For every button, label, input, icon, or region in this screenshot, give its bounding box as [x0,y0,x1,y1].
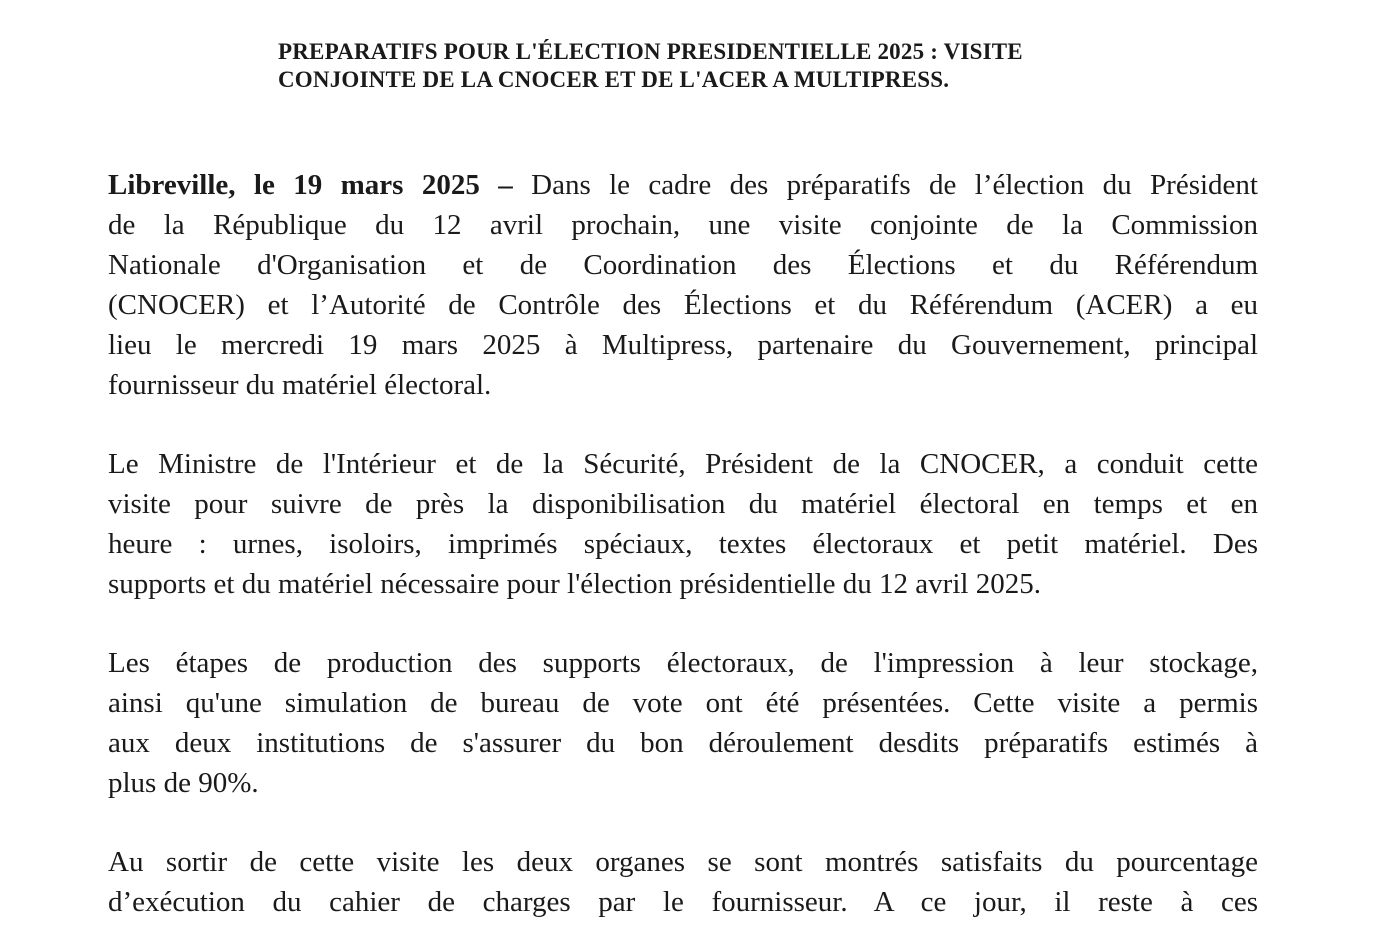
dateline: Libreville, le 19 mars 2025 – [108,169,513,201]
paragraph-intro-line-2: de la République du 12 avril prochain, une visite conjointe de la Commission [108,209,1258,241]
paragraph-minister-visit [108,444,1258,604]
paragraph-intro-line-5: lieu le mercredi 19 mars 2025 à Multipress, partenaire du Gouvernement, principal [108,329,1258,361]
paragraph-minister-line-4: supports et du matériel nécessaire pour l'élection présidentielle du 12 avril 2025. [108,568,1041,600]
paragraph-conclusion-line-2: d’exécution du cahier de charges par le fournisseur. A ce jour, il reste à ces [108,886,1258,918]
paragraph-minister-line-3: heure : urnes, isoloirs, imprimés spéciaux, textes électoraux et petit matériel. Des [108,528,1258,560]
paragraph-intro-line-6: fournisseur du matériel électoral. [108,369,492,401]
intro-line-1-text: Dans le cadre des préparatifs de l’élection du Président [512,169,1258,201]
document-title [278,38,1198,94]
paragraph-production-line-3: aux deux institutions de s'assurer du bon déroulement desdits préparatifs estimés à [108,727,1258,759]
title-line-2: CONJOINTE DE LA CNOCER ET DE L'ACER A MULTIPRESS. [278,67,950,92]
paragraph-production-line-1: Les étapes de production des supports électoraux, de l'impression à leur stockage, [108,647,1258,679]
paragraph-intro-line-4: (CNOCER) et l’Autorité de Contrôle des Élections et du Référendum (ACER) a eu [108,289,1258,321]
paragraph-production-line-2: ainsi qu'une simulation de bureau de vote ont été présentées. Cette visite a permis [108,687,1258,719]
paragraph-conclusion-line-1: Au sortir de cette visite les deux organes se sont montrés satisfaits du pourcentage [108,846,1258,878]
paragraph-production-steps [108,643,1258,803]
paragraph-minister-line-1: Le Ministre de l'Intérieur et de la Sécurité, Président de la CNOCER, a conduit cette [108,448,1258,480]
paragraph-intro-line-1 [108,165,1258,205]
paragraph-intro-line-3: Nationale d'Organisation et de Coordination des Élections et du Référendum [108,249,1258,281]
paragraph-production-line-4: plus de 90%. [108,767,259,799]
paragraph-intro [108,165,1258,405]
paragraph-minister-line-2: visite pour suivre de près la disponibilisation du matériel électoral en temps et en [108,488,1258,520]
title-line-1: PREPARATIFS POUR L'ÉLECTION PRESIDENTIELLE 2025 : VISITE [278,39,1023,64]
paragraph-conclusion [108,842,1258,922]
